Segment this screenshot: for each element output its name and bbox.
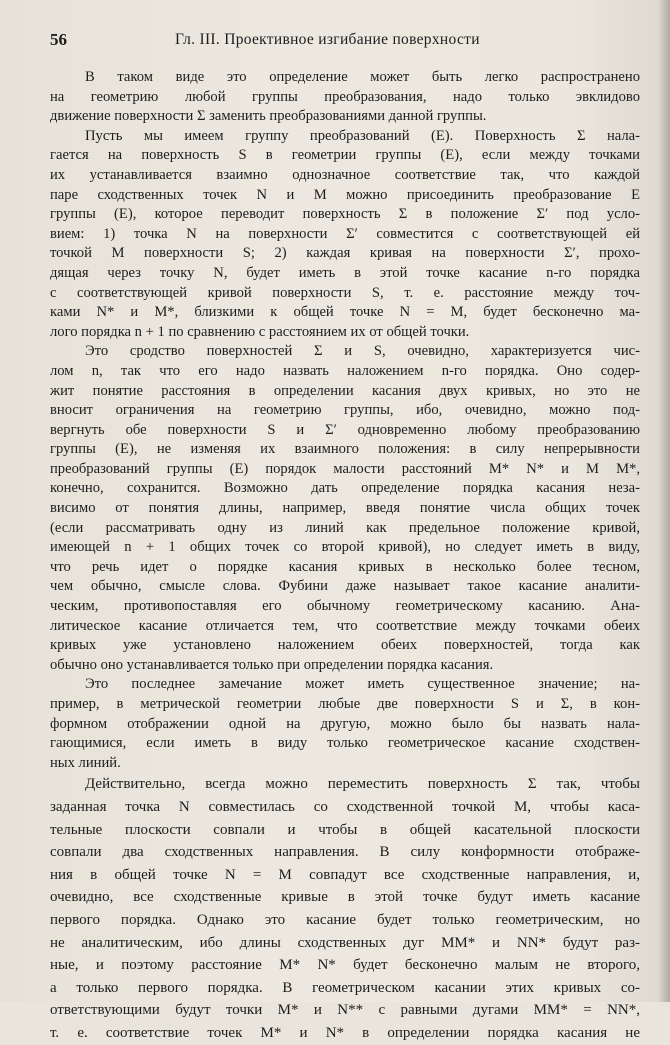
page-number: 56	[50, 30, 67, 49]
text-line: ных линий.	[50, 754, 121, 771]
text-line: В таком виде это определение может быть легко распространено	[85, 69, 640, 85]
text-line: преобразований группы (E) порядок малости расстояний M* N* и M M*,	[50, 460, 640, 477]
text-line: группы (E), не изменяя их взаимного положения: в силу непрерывности	[50, 441, 640, 458]
text-line: ния в общей точке N = M совпадут все сходственные направления, и,	[50, 866, 640, 883]
paragraph-5	[50, 773, 640, 1044]
text-line: не аналитическим, ибо длины сходственных дуг MM* и NN* будут раз-	[50, 934, 640, 951]
paragraph-4	[50, 675, 640, 773]
text-line: имеющей n + 1 общих точек со второй кривой), но следует иметь в виду,	[50, 539, 640, 556]
text-line: с соответствующей кривой поверхности S, т. е. расстояние между точ-	[50, 284, 640, 301]
text-line: а только первого порядка. В геометрическом касании этих кривых со-	[50, 979, 640, 996]
paragraph-2	[50, 127, 640, 343]
text-line: конечно, сохранится. Возможно дать определение порядка касания неза-	[50, 480, 640, 497]
text-line: обычно оно устанавливается только при определении порядка касания.	[50, 656, 494, 673]
text-line: ками N* и M*, близкими к общей точке N = M, будет бесконечно ма-	[50, 304, 640, 321]
text-line: вием: 1) точка N на поверхности Σ′ совместится с соответствующей ей	[50, 225, 640, 242]
text-line: группы (E), которое переводит поверхность Σ в положение Σ′ под усло-	[50, 206, 640, 223]
paragraph-1	[50, 68, 640, 127]
text-line: формном отображении одной на другую, можно было бы назвать нала-	[50, 715, 640, 732]
text-line: их устанавливается взаимно однозначное соответствие так, что каждой	[50, 166, 640, 183]
paragraph-3	[50, 342, 640, 675]
body-text	[50, 68, 640, 1045]
text-line: кривых уже установлено наложением обеих поверхностей, тогда как	[50, 637, 640, 654]
text-line: очевидно, все сходственные кривые в этой точке будут иметь касание	[50, 889, 640, 906]
page-edge-shadow	[658, 0, 670, 1002]
page-header	[50, 30, 640, 54]
text-line: ные, и поэтому расстояние M* N* будет бесконечно малым не второго,	[50, 957, 640, 974]
text-line: первого порядка. Однако это касание будет только геометрическим, но	[50, 911, 640, 928]
text-line: литическое касание отличается тем, что соответствие между точками обеих	[50, 617, 640, 634]
text-line: жит понятие расстояния в определении касания двух кривых, но это не	[50, 382, 640, 399]
text-line: заданная точка N совместилась со сходственной точкой M, чтобы каса-	[50, 798, 640, 815]
text-line: т. е. соответствие точек M* и N* в определении порядка касания не	[50, 1024, 640, 1041]
text-line: ческим, противопоставляя его обычному геометрическому касанию. Ана-	[50, 598, 640, 615]
text-line: на геометрию любой группы преобразования, надо только эвклидово	[50, 88, 640, 105]
text-line: Это последнее замечание может иметь существенное значение; на-	[85, 676, 640, 693]
text-line: вносит ограничения на геометрию группы, ибо, очевидно, можно под-	[50, 402, 640, 419]
text-line: движение поверхности Σ заменить преобразованиями данной группы.	[50, 108, 487, 125]
running-title: Гл. III. Проективное изгибание поверхности	[175, 31, 480, 48]
text-line: гающимися, если иметь в виду только геометрическое касание сходствен-	[50, 735, 640, 752]
text-line: точкой M поверхности S; 2) каждая кривая на поверхности Σ′, прохо-	[50, 245, 640, 262]
text-line: (если рассматривать одну из линий как предельное положение кривой,	[50, 519, 640, 536]
text-line: Пусть мы имеем группу преобразований (E). Поверхность Σ нала-	[85, 127, 640, 144]
text-line: дящая через точку N, будет иметь в этой точке касание n-го порядка	[50, 264, 640, 281]
text-line: тельные плоскости совпали и чтобы в общей касательной плоскости	[50, 821, 640, 838]
text-line: висимо от понятия длины, например, введя понятие числа общих точек	[50, 500, 640, 517]
text-line: лом n, так что его надо назвать наложением n-го порядка. Оно содер-	[50, 362, 640, 379]
text-line: Это сродство поверхностей Σ и S, очевидно, характеризуется чис-	[85, 343, 640, 360]
text-line: гается на поверхность S в геометрии группы (E), если между точками	[50, 147, 640, 164]
text-line: что речь идет о порядке касания кривых в несколько более тесном,	[50, 558, 640, 575]
text-line: вергнуть обе поверхности S и Σ′ одновременно любому преобразованию	[50, 421, 640, 438]
text-line: совпали два сходственных направления. В силу конформности отображе-	[50, 844, 640, 861]
text-line: лого порядка n + 1 по сравнению с расстоянием их от общей точки.	[50, 323, 470, 340]
text-line: Действительно, всегда можно переместить поверхность Σ так, чтобы	[85, 776, 640, 793]
text-line: чем обычно, смысле слова. Фубини даже называет такое касание аналити-	[50, 578, 640, 595]
text-line: пример, в метрической геометрии любые две поверхности S и Σ, в кон-	[50, 696, 640, 712]
text-line: ответствующими будут точки M* и N** с равными дугами MM* = NN*,	[50, 1002, 640, 1019]
text-line: паре сходственных точек N и M можно присоединить преобразование E	[50, 186, 640, 203]
